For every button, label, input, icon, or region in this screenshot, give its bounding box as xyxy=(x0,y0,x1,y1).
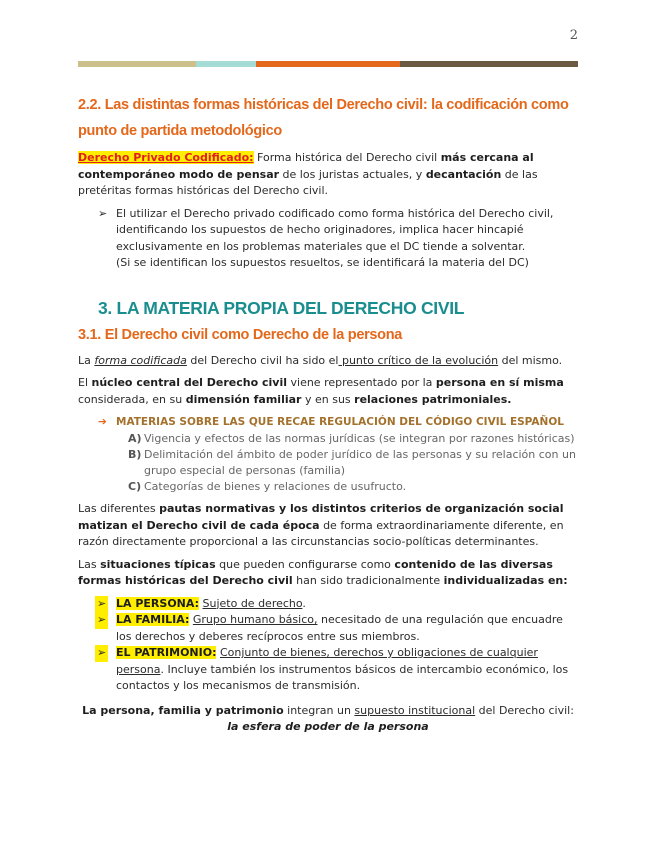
heading-2-2: 2.2. Las distintas formas históricas del Derecho civil: la codificación como punto de partida metodológico xyxy=(78,97,569,139)
color-bar-segment-1 xyxy=(78,61,196,67)
materias-list xyxy=(78,431,578,495)
document-body xyxy=(78,92,578,742)
color-bar-segment-4 xyxy=(400,61,578,67)
list-item: A) Vigencia y efectos de las normas jurídicas (se integran por razones históricas) xyxy=(128,432,575,445)
paragraph-forma-codificada: La forma codificada del Derecho civil ha sido el punto crítico de la evolución del mismo. xyxy=(78,353,563,367)
materias-heading: ➔ MATERIAS SOBRE LAS QUE RECAE REGULACIÓN DEL CÓDIGO CIVIL ESPAÑOL xyxy=(98,416,564,428)
list-item: ➢ El utilizar el Derecho privado codificado como forma histórica del Derecho civil, identificando los supuestos de hecho originadores, implica hacer hincapié exclusivamente en los problemas materiales que el DC tiende a solventar. (Si se identifican los supuestos resueltos, se identificará la materia del DC) xyxy=(98,206,554,269)
arrow-bullet-icon: ➢ xyxy=(98,206,108,220)
color-bar-segment-3 xyxy=(256,61,400,67)
page-number: 2 xyxy=(569,28,578,43)
heading-3-1: 3.1. El Derecho civil como Derecho de la persona xyxy=(78,326,403,343)
list-item-patrimonio: ➢ EL PATRIMONIO: Conjunto de bienes, derechos y obligaciones de cualquier persona. Incluye también los instrumentos básicos de intercambio económico, los contactos y los mecanismos de transmisión. xyxy=(97,646,569,692)
paragraph-pautas-normativas: Las diferentes pautas normativas y los distintos criterios de organización social matizan el Derecho civil de cada época de forma extraordinariamente diferente, en razón directamente proporcional a las circunstancias socio-políticas determinantes. xyxy=(78,502,564,548)
paragraph-situaciones-tipicas: Las situaciones típicas que pueden configurarse como contenido de las diversas formas históricas del Derecho civil han sido tradicionalmente individualizadas en: xyxy=(78,557,568,587)
closing-statement: La persona, familia y patrimonio integran un supuesto institucional del Derecho civil: la esfera de poder de la persona xyxy=(82,703,574,733)
color-bar-segment-2 xyxy=(196,61,256,67)
closing-emphasis: la esfera de poder de la persona xyxy=(227,720,429,733)
decorative-color-bar xyxy=(78,61,578,67)
paragraph-derecho-privado: Derecho Privado Codificado: Forma histórica del Derecho civil más cercana al contemporáneo modo de pensar de los juristas actuales, y decantación de las pretéritas formas históricas del Derecho civil. xyxy=(78,151,538,197)
paragraph-nucleo-central: El núcleo central del Derecho civil viene representado por la persona en sí misma considerada, en su dimensión familiar y en sus relaciones patrimoniales. xyxy=(78,376,564,406)
list-item-persona: ➢ LA PERSONA: Sujeto de derecho. xyxy=(78,596,578,613)
heading-3: 3. LA MATERIA PROPIA DEL DERECHO CIVIL xyxy=(98,297,465,318)
list-item: B) Delimitación del ámbito de poder jurídico de las personas y su relación con un grupo especial de personas (familia) xyxy=(128,448,576,477)
arrow-bullet-icon: ➢ xyxy=(95,645,108,662)
arrow-right-icon: ➔ xyxy=(98,416,107,428)
situaciones-list xyxy=(78,596,578,695)
arrow-bullet-icon: ➢ xyxy=(95,612,108,629)
bullet-list-codificado xyxy=(78,206,578,272)
term-derecho-privado-codificado: Derecho Privado Codificado: xyxy=(78,151,254,164)
list-item-familia: ➢ LA FAMILIA: Grupo humano básico, necesitado de una regulación que encuadre los derechos y deberes recíprocos entre sus miembros. xyxy=(97,613,563,643)
list-item: C) Categorías de bienes y relaciones de usufructo. xyxy=(128,480,407,493)
arrow-bullet-icon: ➢ xyxy=(95,596,108,613)
